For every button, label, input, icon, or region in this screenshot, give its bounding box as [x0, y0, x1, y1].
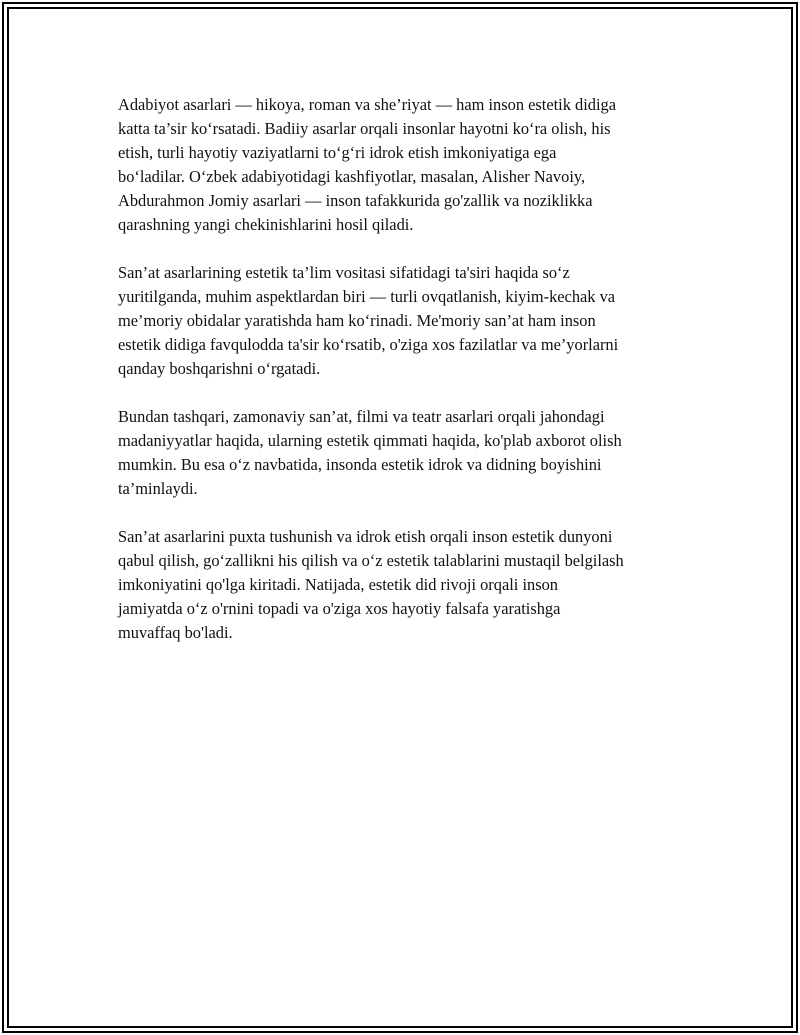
text-line: madaniyyatlar haqida, ularning estetik qimmati haqida, ko'plab axborot olish — [118, 431, 622, 450]
text-line: San’at asarlarini puxta tushunish va idrok etish orqali inson estetik dunyoni — [118, 527, 613, 546]
text-line: qarashning yangi chekinishlarini hosil qiladi. — [118, 215, 414, 234]
text-line: imkoniyatini qo'lga kiritadi. Natijada, estetik did rivoji orqali inson — [118, 575, 558, 594]
text-line: Adabiyot asarlari — hikoya, roman va she’riyat — ham inson estetik didiga — [118, 95, 616, 114]
text-line: ta’minlaydi. — [118, 479, 198, 498]
paragraph-2 — [118, 261, 690, 381]
document-body — [118, 93, 690, 669]
text-line: muvaffaq bo'ladi. — [118, 623, 233, 642]
text-line: me’moriy obidalar yaratishda ham koʻrinadi. Me'moriy san’at ham inson — [118, 311, 596, 330]
paragraph-3 — [118, 405, 690, 501]
text-line: San’at asarlarining estetik ta’lim vositasi sifatidagi ta'siri haqida soʻz — [118, 263, 570, 282]
paragraph-1 — [118, 93, 690, 237]
text-line: etish, turli hayotiy vaziyatlarni toʻgʻri idrok etish imkoniyatiga ega — [118, 143, 557, 162]
text-line: estetik didiga favqulodda ta'sir koʻrsatib, o'ziga xos fazilatlar va me’yorlarni — [118, 335, 619, 354]
text-line: katta ta’sir koʻrsatadi. Badiiy asarlar orqali insonlar hayotni koʻra olish, his — [118, 119, 611, 138]
text-line: qabul qilish, goʻzallikni his qilish va oʻz estetik talablarini mustaqil belgilash — [118, 551, 624, 570]
text-line: jamiyatda oʻz o'rnini topadi va o'ziga xos hayotiy falsafa yaratishga — [118, 599, 561, 618]
text-line: boʻladilar. Oʻzbek adabiyotidagi kashfiyotlar, masalan, Alisher Navoiy, — [118, 167, 586, 186]
text-line: yuritilganda, muhim aspektlardan biri — turli ovqatlanish, kiyim-kechak va — [118, 287, 616, 306]
text-line: Abdurahmon Jomiy asarlari — inson tafakkurida go'zallik va noziklikka — [118, 191, 593, 210]
text-line: qanday boshqarishni oʻrgatadi. — [118, 359, 321, 378]
text-line: Bundan tashqari, zamonaviy san’at, filmi va teatr asarlari orqali jahondagi — [118, 407, 605, 426]
paragraph-4 — [118, 525, 690, 645]
text-line: mumkin. Bu esa oʻz navbatida, insonda estetik idrok va didning boyishini — [118, 455, 602, 474]
